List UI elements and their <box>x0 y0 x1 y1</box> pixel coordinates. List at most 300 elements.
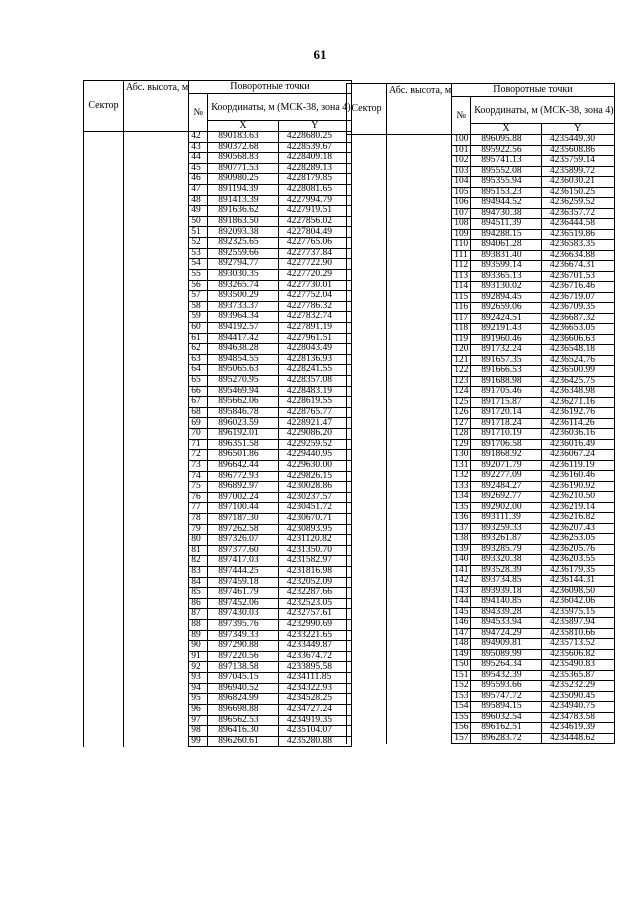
x-coordinate-cell: 895747.72 <box>471 691 542 702</box>
point-number-cell: 142 <box>452 576 471 587</box>
y-coordinate-cell: 4228136.93 <box>278 354 351 365</box>
point-number-cell: 114 <box>452 282 471 293</box>
point-number-cell: 59 <box>189 312 208 323</box>
x-coordinate-cell: 892659.06 <box>471 303 542 314</box>
y-coordinate-cell: 4236203.55 <box>541 555 614 566</box>
x-coordinate-cell: 897417.03 <box>208 556 279 567</box>
point-number-cell: 42 <box>189 132 208 143</box>
x-coordinate-cell: 897045.15 <box>208 673 279 684</box>
point-number-cell: 86 <box>189 598 208 609</box>
x-coordinate-cell: 897138.58 <box>208 662 279 673</box>
x-coordinate-cell: 891868.92 <box>471 450 542 461</box>
point-number-cell: 104 <box>452 177 471 188</box>
y-coordinate-cell: 4235280.88 <box>278 736 351 747</box>
x-coordinate-cell: 892325.65 <box>208 238 279 249</box>
point-number-cell: 112 <box>452 261 471 272</box>
sector-cell <box>84 132 124 747</box>
x-coordinate-cell: 895469.94 <box>208 386 279 397</box>
x-coordinate-cell: 891705.46 <box>471 387 542 398</box>
y-coordinate-cell: 4235608.86 <box>541 145 614 156</box>
y-coordinate-cell: 4233895.58 <box>278 662 351 673</box>
x-coordinate-cell: 897220.56 <box>208 651 279 662</box>
y-coordinate-cell: 4234919.35 <box>278 715 351 726</box>
y-coordinate-cell: 4232757.61 <box>278 609 351 620</box>
y-coordinate-cell: 4236519.86 <box>541 229 614 240</box>
y-coordinate-cell: 4235090.45 <box>541 691 614 702</box>
point-number-cell: 67 <box>189 397 208 408</box>
header-y: Y <box>541 124 614 135</box>
point-number-cell: 146 <box>452 618 471 629</box>
y-coordinate-cell: 4236606.63 <box>541 334 614 345</box>
x-coordinate-cell: 896940.52 <box>208 683 279 694</box>
y-coordinate-cell: 4236179.35 <box>541 565 614 576</box>
x-coordinate-cell: 891863.50 <box>208 216 279 227</box>
y-coordinate-cell: 4235897.94 <box>541 618 614 629</box>
y-coordinate-cell: 4236701.53 <box>541 271 614 282</box>
y-coordinate-cell: 4230237.57 <box>278 492 351 503</box>
x-coordinate-cell: 895089.99 <box>471 649 542 660</box>
x-coordinate-cell: 894288.15 <box>471 229 542 240</box>
y-coordinate-cell: 4227752.04 <box>278 291 351 302</box>
y-coordinate-cell: 4236583.35 <box>541 240 614 251</box>
y-coordinate-cell: 4236210.50 <box>541 492 614 503</box>
y-coordinate-cell: 4236348.98 <box>541 387 614 398</box>
point-number-cell: 113 <box>452 271 471 282</box>
x-coordinate-cell: 891706.58 <box>471 439 542 450</box>
header-x: X <box>471 124 542 135</box>
y-coordinate-cell: 4227919.51 <box>278 206 351 217</box>
point-number-cell: 53 <box>189 248 208 259</box>
x-coordinate-cell: 893528.39 <box>471 565 542 576</box>
point-number-cell: 118 <box>452 324 471 335</box>
y-coordinate-cell: 4227786.32 <box>278 301 351 312</box>
y-coordinate-cell: 4228921.47 <box>278 418 351 429</box>
point-number-cell: 105 <box>452 187 471 198</box>
y-coordinate-cell: 4236150.25 <box>541 187 614 198</box>
y-coordinate-cell: 4234111.85 <box>278 673 351 684</box>
header-coordinates: Координаты, м (МСК-38, зона 4) <box>208 94 351 121</box>
point-number-cell: 89 <box>189 630 208 641</box>
x-coordinate-cell: 892894.45 <box>471 292 542 303</box>
point-number-cell: 148 <box>452 639 471 650</box>
x-coordinate-cell: 896416.30 <box>208 726 279 737</box>
point-number-cell: 58 <box>189 301 208 312</box>
x-coordinate-cell: 897395.76 <box>208 620 279 631</box>
x-coordinate-cell: 894730.38 <box>471 208 542 219</box>
table-body-left <box>84 132 352 747</box>
y-coordinate-cell: 4235810.66 <box>541 628 614 639</box>
x-coordinate-cell: 896283.72 <box>471 733 542 744</box>
x-coordinate-cell: 891718.24 <box>471 418 542 429</box>
x-coordinate-cell: 891657.35 <box>471 355 542 366</box>
table-row <box>84 132 352 143</box>
y-coordinate-cell: 4236016.49 <box>541 439 614 450</box>
x-coordinate-cell: 896642.44 <box>208 460 279 471</box>
x-coordinate-cell: 897100.44 <box>208 503 279 514</box>
y-coordinate-cell: 4236357.72 <box>541 208 614 219</box>
point-number-cell: 91 <box>189 651 208 662</box>
x-coordinate-cell: 893734.85 <box>471 576 542 587</box>
y-coordinate-cell: 4236719.07 <box>541 292 614 303</box>
y-coordinate-cell: 4236030.21 <box>541 177 614 188</box>
x-coordinate-cell: 892559.66 <box>208 248 279 259</box>
abs-height-cell <box>387 135 452 744</box>
point-number-cell: 78 <box>189 513 208 524</box>
x-coordinate-cell: 891666.53 <box>471 366 542 377</box>
x-coordinate-cell: 891413.39 <box>208 195 279 206</box>
point-number-cell: 60 <box>189 322 208 333</box>
x-coordinate-cell: 895922.56 <box>471 145 542 156</box>
x-coordinate-cell: 891715.87 <box>471 397 542 408</box>
y-coordinate-cell: 4236144.31 <box>541 576 614 587</box>
x-coordinate-cell: 891636.62 <box>208 206 279 217</box>
y-coordinate-cell: 4236425.75 <box>541 376 614 387</box>
y-coordinate-cell: 4228241.55 <box>278 365 351 376</box>
point-number-cell: 103 <box>452 166 471 177</box>
y-coordinate-cell: 4234619.39 <box>541 723 614 734</box>
point-number-cell: 107 <box>452 208 471 219</box>
x-coordinate-cell: 897377.60 <box>208 545 279 556</box>
x-coordinate-cell: 892794.77 <box>208 259 279 270</box>
point-number-cell: 156 <box>452 723 471 734</box>
point-number-cell: 56 <box>189 280 208 291</box>
y-coordinate-cell: 4229440.95 <box>278 450 351 461</box>
x-coordinate-cell: 895894.15 <box>471 702 542 713</box>
point-number-cell: 122 <box>452 366 471 377</box>
point-number-cell: 119 <box>452 334 471 345</box>
y-coordinate-cell: 4227804.49 <box>278 227 351 238</box>
point-number-cell: 99 <box>189 736 208 747</box>
header-coordinates: Координаты, м (МСК-38, зона 4) <box>471 97 614 124</box>
x-coordinate-cell: 893285.79 <box>471 544 542 555</box>
y-coordinate-cell: 4229630.00 <box>278 460 351 471</box>
x-coordinate-cell: 896095.88 <box>471 135 542 146</box>
x-coordinate-cell: 894417.42 <box>208 333 279 344</box>
y-coordinate-cell: 4227722.90 <box>278 259 351 270</box>
x-coordinate-cell: 893261.87 <box>471 534 542 545</box>
y-coordinate-cell: 4236687.32 <box>541 313 614 324</box>
header-num: № <box>452 97 471 135</box>
y-coordinate-cell: 4228680.25 <box>278 132 351 143</box>
point-number-cell: 54 <box>189 259 208 270</box>
x-coordinate-cell: 897430.03 <box>208 609 279 620</box>
x-coordinate-cell: 892692.77 <box>471 492 542 503</box>
x-coordinate-cell: 897444.25 <box>208 566 279 577</box>
y-coordinate-cell: 4236190.92 <box>541 481 614 492</box>
point-number-cell: 65 <box>189 376 208 387</box>
y-coordinate-cell: 4236709.35 <box>541 303 614 314</box>
point-number-cell: 73 <box>189 460 208 471</box>
coordinates-table-right <box>346 83 615 744</box>
point-number-cell: 152 <box>452 681 471 692</box>
y-coordinate-cell: 4236205.76 <box>541 544 614 555</box>
point-number-cell: 47 <box>189 185 208 196</box>
y-coordinate-cell: 4235899.72 <box>541 166 614 177</box>
y-coordinate-cell: 4232523.05 <box>278 598 351 609</box>
x-coordinate-cell: 892277.09 <box>471 471 542 482</box>
point-number-cell: 120 <box>452 345 471 356</box>
y-coordinate-cell: 4234528.25 <box>278 694 351 705</box>
y-coordinate-cell: 4228619.55 <box>278 397 351 408</box>
point-number-cell: 102 <box>452 156 471 167</box>
x-coordinate-cell: 891194.39 <box>208 185 279 196</box>
y-coordinate-cell: 4232052.09 <box>278 577 351 588</box>
y-coordinate-cell: 4236114.26 <box>541 418 614 429</box>
x-coordinate-cell: 895153.23 <box>471 187 542 198</box>
x-coordinate-cell: 896162.51 <box>471 723 542 734</box>
x-coordinate-cell: 891732.24 <box>471 345 542 356</box>
y-coordinate-cell: 4227856.02 <box>278 216 351 227</box>
y-coordinate-cell: 4233449.87 <box>278 641 351 652</box>
point-number-cell: 74 <box>189 471 208 482</box>
point-number-cell: 94 <box>189 683 208 694</box>
y-coordinate-cell: 4228289.13 <box>278 163 351 174</box>
point-number-cell: 48 <box>189 195 208 206</box>
y-coordinate-cell: 4229086.20 <box>278 429 351 440</box>
point-number-cell: 64 <box>189 365 208 376</box>
x-coordinate-cell: 896351.58 <box>208 439 279 450</box>
point-number-cell: 44 <box>189 153 208 164</box>
point-number-cell: 84 <box>189 577 208 588</box>
x-coordinate-cell: 896501.86 <box>208 450 279 461</box>
y-coordinate-cell: 4236098.50 <box>541 586 614 597</box>
y-coordinate-cell: 4236036.16 <box>541 429 614 440</box>
y-coordinate-cell: 4236207.43 <box>541 523 614 534</box>
x-coordinate-cell: 896192.01 <box>208 429 279 440</box>
point-number-cell: 55 <box>189 269 208 280</box>
point-number-cell: 116 <box>452 303 471 314</box>
point-number-cell: 81 <box>189 545 208 556</box>
y-coordinate-cell: 4236548.18 <box>541 345 614 356</box>
point-number-cell: 57 <box>189 291 208 302</box>
y-coordinate-cell: 4236042.06 <box>541 597 614 608</box>
x-coordinate-cell: 897002.24 <box>208 492 279 503</box>
point-number-cell: 137 <box>452 523 471 534</box>
x-coordinate-cell: 897262.58 <box>208 524 279 535</box>
point-number-cell: 76 <box>189 492 208 503</box>
x-coordinate-cell: 894511.39 <box>471 219 542 230</box>
x-coordinate-cell: 890183.63 <box>208 132 279 143</box>
point-number-cell: 134 <box>452 492 471 503</box>
y-coordinate-cell: 4234448.62 <box>541 733 614 744</box>
y-coordinate-cell: 4232287.66 <box>278 588 351 599</box>
point-number-cell: 131 <box>452 460 471 471</box>
point-number-cell: 63 <box>189 354 208 365</box>
header-x: X <box>208 121 279 132</box>
point-number-cell: 153 <box>452 691 471 702</box>
header-num: № <box>189 94 208 132</box>
y-coordinate-cell: 4236067.24 <box>541 450 614 461</box>
point-number-cell: 147 <box>452 628 471 639</box>
x-coordinate-cell: 894638.28 <box>208 344 279 355</box>
point-number-cell: 88 <box>189 620 208 631</box>
point-number-cell: 136 <box>452 513 471 524</box>
point-number-cell: 121 <box>452 355 471 366</box>
y-coordinate-cell: 4236653.05 <box>541 324 614 335</box>
header-y: Y <box>278 121 351 132</box>
point-number-cell: 115 <box>452 292 471 303</box>
header-turning-points: Поворотные точки <box>452 84 614 97</box>
x-coordinate-cell: 894339.28 <box>471 607 542 618</box>
y-coordinate-cell: 4236119.19 <box>541 460 614 471</box>
point-number-cell: 143 <box>452 586 471 597</box>
x-coordinate-cell: 894192.57 <box>208 322 279 333</box>
y-coordinate-cell: 4227832.74 <box>278 312 351 323</box>
x-coordinate-cell: 891720.14 <box>471 408 542 419</box>
x-coordinate-cell: 893130.02 <box>471 282 542 293</box>
x-coordinate-cell: 893259.33 <box>471 523 542 534</box>
x-coordinate-cell: 893733.37 <box>208 301 279 312</box>
x-coordinate-cell: 893030.35 <box>208 269 279 280</box>
point-number-cell: 139 <box>452 544 471 555</box>
x-coordinate-cell: 895355.94 <box>471 177 542 188</box>
point-number-cell: 108 <box>452 219 471 230</box>
x-coordinate-cell: 895065.63 <box>208 365 279 376</box>
x-coordinate-cell: 890771.53 <box>208 163 279 174</box>
point-number-cell: 66 <box>189 386 208 397</box>
header-abs-height: Абс. высота, м <box>124 81 189 132</box>
point-number-cell: 140 <box>452 555 471 566</box>
point-number-cell: 61 <box>189 333 208 344</box>
point-number-cell: 150 <box>452 660 471 671</box>
point-number-cell: 52 <box>189 238 208 249</box>
point-number-cell: 128 <box>452 429 471 440</box>
point-number-cell: 92 <box>189 662 208 673</box>
x-coordinate-cell: 893964.34 <box>208 312 279 323</box>
y-coordinate-cell: 4228765.77 <box>278 407 351 418</box>
x-coordinate-cell: 896032.54 <box>471 712 542 723</box>
point-number-cell: 141 <box>452 565 471 576</box>
y-coordinate-cell: 4227891.19 <box>278 322 351 333</box>
y-coordinate-cell: 4235365.87 <box>541 670 614 681</box>
header-abs-height: Абс. высота, м <box>387 84 452 135</box>
x-coordinate-cell: 894944.52 <box>471 198 542 209</box>
coordinates-table-left <box>83 80 352 747</box>
x-coordinate-cell: 890372.68 <box>208 142 279 153</box>
header-turning-points: Поворотные точки <box>189 81 351 94</box>
point-number-cell: 154 <box>452 702 471 713</box>
x-coordinate-cell: 895593.66 <box>471 681 542 692</box>
point-number-cell: 95 <box>189 694 208 705</box>
point-number-cell: 109 <box>452 229 471 240</box>
point-number-cell: 85 <box>189 588 208 599</box>
y-coordinate-cell: 4231120.82 <box>278 535 351 546</box>
point-number-cell: 151 <box>452 670 471 681</box>
point-number-cell: 96 <box>189 704 208 715</box>
point-number-cell: 155 <box>452 712 471 723</box>
y-coordinate-cell: 4230670.71 <box>278 513 351 524</box>
page-number: 61 <box>313 47 327 62</box>
x-coordinate-cell: 897452.06 <box>208 598 279 609</box>
x-coordinate-cell: 897349.33 <box>208 630 279 641</box>
point-number-cell: 110 <box>452 240 471 251</box>
point-number-cell: 101 <box>452 145 471 156</box>
point-number-cell: 132 <box>452 471 471 482</box>
y-coordinate-cell: 4236634.88 <box>541 250 614 261</box>
point-number-cell: 130 <box>452 450 471 461</box>
y-coordinate-cell: 4233674.72 <box>278 651 351 662</box>
y-coordinate-cell: 4231816.98 <box>278 566 351 577</box>
y-coordinate-cell: 4236716.46 <box>541 282 614 293</box>
x-coordinate-cell: 897290.88 <box>208 641 279 652</box>
table-body-right <box>347 135 615 744</box>
y-coordinate-cell: 4230451.72 <box>278 503 351 514</box>
x-coordinate-cell: 895264.34 <box>471 660 542 671</box>
y-coordinate-cell: 4236192.76 <box>541 408 614 419</box>
x-coordinate-cell: 896892.97 <box>208 482 279 493</box>
x-coordinate-cell: 890980.25 <box>208 174 279 185</box>
point-number-cell: 123 <box>452 376 471 387</box>
header-sector: Сектор <box>84 81 124 132</box>
x-coordinate-cell: 893599.14 <box>471 261 542 272</box>
point-number-cell: 70 <box>189 429 208 440</box>
y-coordinate-cell: 4227737.84 <box>278 248 351 259</box>
x-coordinate-cell: 894061.28 <box>471 240 542 251</box>
y-coordinate-cell: 4235713.52 <box>541 639 614 650</box>
point-number-cell: 144 <box>452 597 471 608</box>
point-number-cell: 106 <box>452 198 471 209</box>
y-coordinate-cell: 4227994.79 <box>278 195 351 206</box>
point-number-cell: 45 <box>189 163 208 174</box>
y-coordinate-cell: 4227961.51 <box>278 333 351 344</box>
point-number-cell: 83 <box>189 566 208 577</box>
x-coordinate-cell: 894140.85 <box>471 597 542 608</box>
y-coordinate-cell: 4235606.82 <box>541 649 614 660</box>
point-number-cell: 97 <box>189 715 208 726</box>
point-number-cell: 124 <box>452 387 471 398</box>
x-coordinate-cell: 896698.88 <box>208 704 279 715</box>
point-number-cell: 87 <box>189 609 208 620</box>
x-coordinate-cell: 893320.38 <box>471 555 542 566</box>
x-coordinate-cell: 892071.79 <box>471 460 542 471</box>
point-number-cell: 68 <box>189 407 208 418</box>
table-row <box>347 135 615 146</box>
x-coordinate-cell: 895270.95 <box>208 376 279 387</box>
x-coordinate-cell: 892424.51 <box>471 313 542 324</box>
y-coordinate-cell: 4234783.58 <box>541 712 614 723</box>
x-coordinate-cell: 896562.53 <box>208 715 279 726</box>
y-coordinate-cell: 4236219.14 <box>541 502 614 513</box>
point-number-cell: 145 <box>452 607 471 618</box>
x-coordinate-cell: 891960.46 <box>471 334 542 345</box>
y-coordinate-cell: 4228409.18 <box>278 153 351 164</box>
y-coordinate-cell: 4234322.93 <box>278 683 351 694</box>
y-coordinate-cell: 4228539.67 <box>278 142 351 153</box>
x-coordinate-cell: 892093.38 <box>208 227 279 238</box>
point-number-cell: 77 <box>189 503 208 514</box>
y-coordinate-cell: 4235490.83 <box>541 660 614 671</box>
point-number-cell: 93 <box>189 673 208 684</box>
x-coordinate-cell: 891710.19 <box>471 429 542 440</box>
x-coordinate-cell: 893500.29 <box>208 291 279 302</box>
point-number-cell: 43 <box>189 142 208 153</box>
x-coordinate-cell: 893265.74 <box>208 280 279 291</box>
x-coordinate-cell: 896260.61 <box>208 736 279 747</box>
x-coordinate-cell: 895552.08 <box>471 166 542 177</box>
x-coordinate-cell: 891688.98 <box>471 376 542 387</box>
x-coordinate-cell: 896824.99 <box>208 694 279 705</box>
x-coordinate-cell: 893939.18 <box>471 586 542 597</box>
y-coordinate-cell: 4235975.15 <box>541 607 614 618</box>
y-coordinate-cell: 4231582.97 <box>278 556 351 567</box>
y-coordinate-cell: 4230893.95 <box>278 524 351 535</box>
point-number-cell: 82 <box>189 556 208 567</box>
y-coordinate-cell: 4228043.49 <box>278 344 351 355</box>
x-coordinate-cell: 894533.94 <box>471 618 542 629</box>
x-coordinate-cell: 894909.81 <box>471 639 542 650</box>
point-number-cell: 127 <box>452 418 471 429</box>
x-coordinate-cell: 894724.29 <box>471 628 542 639</box>
